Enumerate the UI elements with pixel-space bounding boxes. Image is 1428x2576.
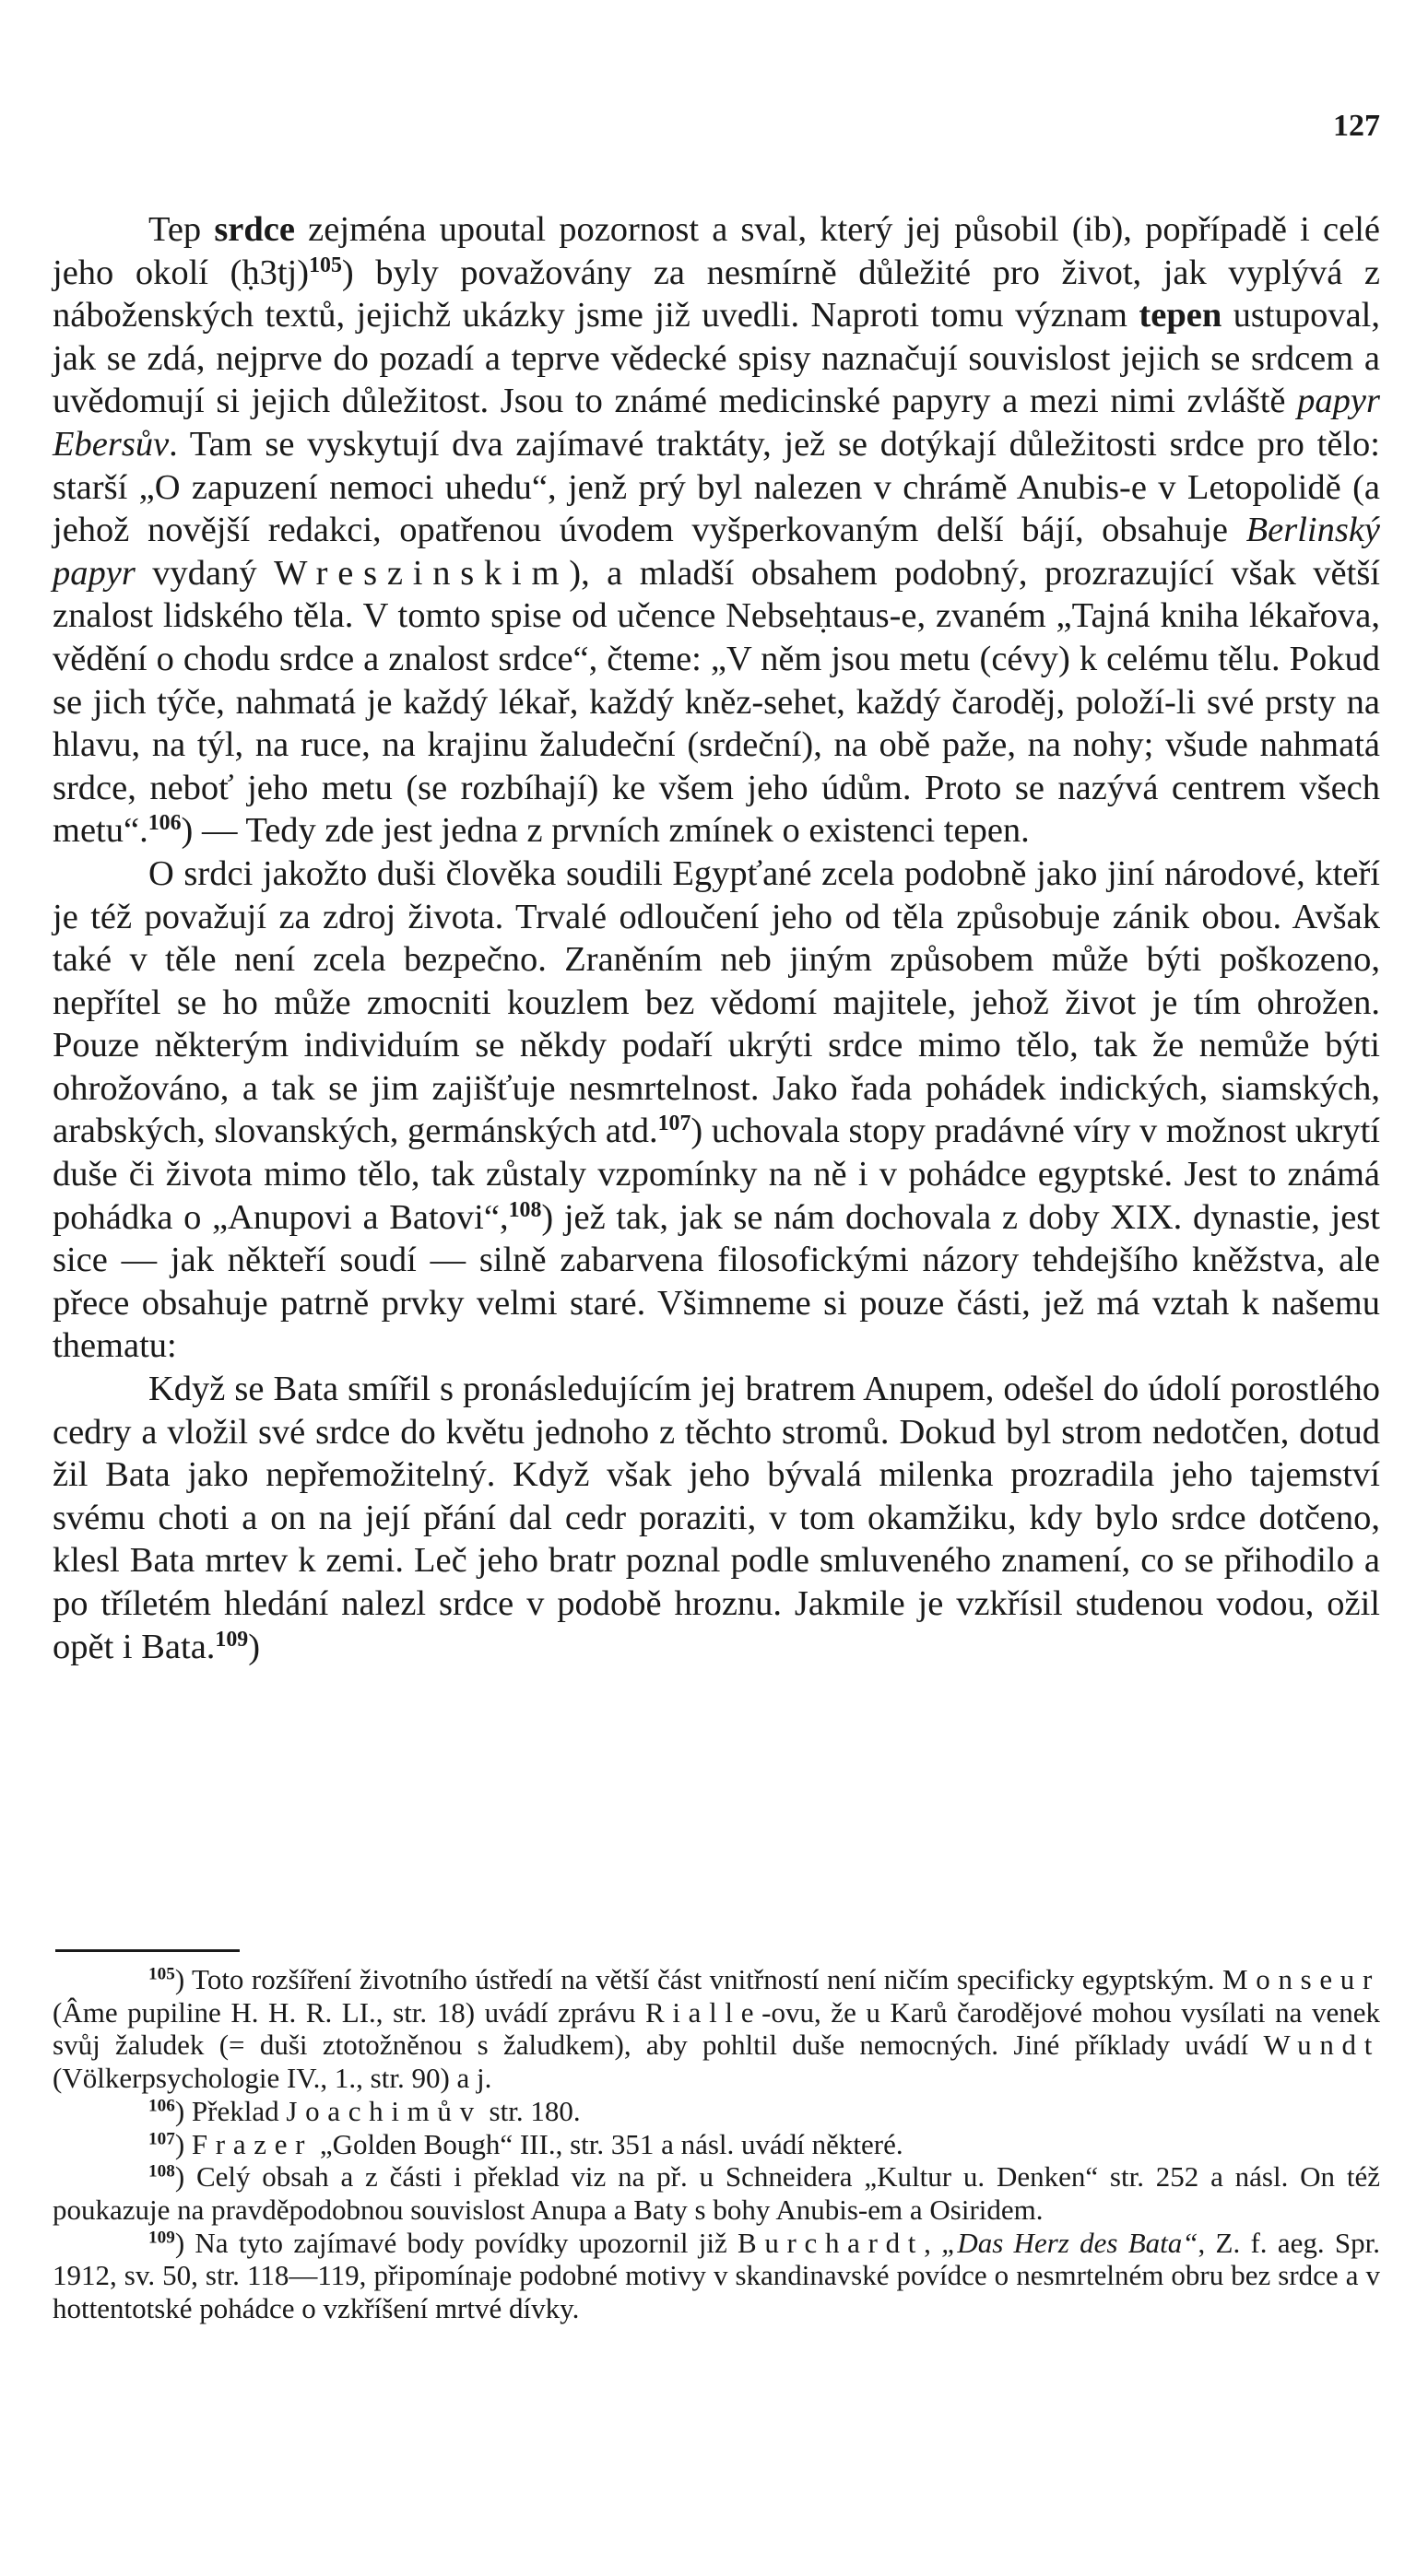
footnote-number: 108 <box>148 2161 175 2182</box>
spaced-name: Burchardt <box>737 2226 925 2259</box>
footnote-number: 105 <box>148 1964 175 1984</box>
footnote-105: $^{105}$) Toto rozšíření životního ústředí na větší část vnitřností není ničím specificky egyptským. Monseur (Âme pupiline H. H. R. LI., str. 18) uvádí zprávu Rialle-ovu, že u Karů čarodějové mohou vysílati na venek svůj žaludek (= duši ztotožněnou s žaludkem), aby pohltil duše nemocných. Jiné příklady uvádí Wundt (Völkerpsychologie IV., 1., str. 90) a j. <box>53 1963 1381 2095</box>
page-number: 127 <box>1333 109 1380 143</box>
paragraph: O srdci jakožto duši člověka soudili Egypťané zcela podobně jako jiní národové, kteří je též považují za zdroj života. Trvalé odloučení jeho od těla způsobuje zánik obou. Avšak také v těle není zcela bezpečno. Zraněním neb jiným způsobem může býti poškozeno, nepřítel se ho může zmocniti kouzlem bez vědomí majitele, jehož život je tím ohrožen. Pouze některým individuím se někdy podaří ukrýti srdce mimo tělo, tak že nemůže býti ohrožováno, a tak se jim zajišťuje nesmrtelnost. Jako řada pohádek indických, siamských, arabských, slovanských, germánských atd.$^{107}$) uchovala stopy pradávné víry v možnost ukrytí duše či života mimo tělo, tak zůstaly vzpomínky na ně i v pohádce egyptské. Jest to známá pohádka o „Anupovi a Batovi“,$^{108}$) jež tak, jak se nám dochovala z doby XIX. dynastie, jest sice — jak někteří soudí — silně zabarvena filosofickými názory tehdejšího kněžstva, ale přece obsahuje patrně prvky velmi staré. Všimneme si pouze části, jež má vztah k našemu thematu: <box>53 853 1380 1366</box>
footnote-ref[interactable]: 105 <box>309 253 342 277</box>
footnote-number: 107 <box>148 2128 175 2148</box>
paragraph: Tep srdce zejména upoutal pozornost a sval, který jej působil (ib), popřípadě i celé jeho okolí (ḥ3tj)$^{105}$) byly považovány za nesmírně důležité pro život, jak vyplývá z náboženských textů, jejichž ukázky jsme již uvedli. Naproti tomu význam tepen ustupoval, jak se zdá, nejprve do pozadí a teprve vědecké spisy naznačují souvislost jejich se srdcem a uvědomují si jejich důležitost. Jsou to známé medicinské papyry a mezi nimi zvláště papyr Ebersův. Tam se vyskytují dva zajímavé traktáty, jež se dotýkají důležitosti srdce pro tělo: starší „O zapuzení nemoci uhedu“, jenž prý byl nalezen v chrámě Anubis-e v Letopolidě (a jehož novější redakci, opatřenou úvodem vyšperkovaným delší bájí, obsahuje Berlinský papyr vydaný Wreszinskim), a mladší obsahem podobný, prozrazující však větší znalost lidského těla. V tomto spise od učence Nebseḥtaus-e, zvaném „Tajná kniha lékařova, vědění o chodu srdce a znalost srdce“, čteme: „V něm jsou metu (cévy) k celému tělu. Pokud se jich týče, nahmatá je každý lékař, každý kněz-sehet, každý čaroděj, položí-li své prsty na hlavu, na týl, na ruce, na krajinu žaludeční (srdeční), na obě paže, na nohy; všude nahmatá srdce, neboť jeho metu (se rozbíhají) ke všem jeho údům. Proto se nazývá centrem všech metu“.$^{106}$) — Tedy zde jest jedna z prvních zmínek o existenci tepen. <box>53 210 1380 851</box>
italic-title: papyr Ebersův <box>53 382 1380 464</box>
spaced-name: Wreszinskim <box>274 553 570 593</box>
emphasis-tepen: tepen <box>1139 296 1222 335</box>
spaced-name: Joachimův <box>286 2094 482 2127</box>
emphasis-srdce: srdce <box>214 210 295 249</box>
paragraph: Když se Bata smířil s pronásledujícím jej bratrem Anupem, odešel do údolí porostlého cedry a vložil své srdce do květu jednoho z těchto stromů. Dokud byl strom nedotčen, dotud žil Bata jako nepřemožitelný. Když však jeho bývalá milenka prozradila jeho tajemství svému choti a on na její přání dal cedr poraziti, v tom okamžiku, kdy bylo srdce dotčeno, klesl Bata mrtev k zemi. Leč jeho bratr poznal podle smluveného znamení, co se přihodilo a po tříletém hledání nalezl srdce v podobě hroznu. Jakmile je vzkřísil studenou vodou, ožil opět i Bata.$^{109}$) <box>53 1370 1380 1666</box>
footnote-ref[interactable]: 108 <box>508 1197 542 1222</box>
footnotes <box>53 1963 1380 2325</box>
footnote-109: $^{109}$) Na tyto zajímavé body povídky upozornil již Burchardt, „Das Herz des Bata“, Z. f. aeg. Spr. 1912, sv. 50, str. 118—119, připomínaje podobné motivy v skandinavské povídce o nesmrtelném obru bez srdce a v hottentotské pohádce o vzkříšení mrtvé dívky. <box>53 2226 1380 2325</box>
footnote-108: $^{108}$) Celý obsah a z části i překlad viz na př. u Schneidera „Kultur u. Denken“ str. 252 a násl. On též poukazuje na pravděpodobnou souvislost Anupa a Baty s bohy Anubis-em a Osiridem. <box>53 2160 1380 2226</box>
main-text <box>53 208 1380 1668</box>
footnote-ref[interactable]: 106 <box>148 811 182 836</box>
spaced-name: Rialle <box>645 1995 762 2029</box>
spaced-name: Wundt <box>1263 2029 1380 2062</box>
footnote-106: $^{106}$) Překlad Joachimův str. 180. <box>148 2094 581 2127</box>
spaced-name: Frazer <box>191 2127 313 2160</box>
footnote-ref[interactable]: 107 <box>657 1112 691 1136</box>
footnote-number: 109 <box>148 2228 175 2248</box>
footnote-number: 106 <box>148 2096 175 2116</box>
spaced-name: Monseur <box>1222 1963 1380 1995</box>
footnote-107: $^{107}$) Frazer „Golden Bough“ III., str. 351 a násl. uvádí některé. <box>148 2127 903 2160</box>
footnote-divider <box>55 1949 240 1952</box>
italic-title: Berlinský papyr <box>53 511 1380 593</box>
footnote-ref[interactable]: 109 <box>215 1627 249 1652</box>
italic-title: „Das Herz des Bata“ <box>941 2226 1198 2259</box>
